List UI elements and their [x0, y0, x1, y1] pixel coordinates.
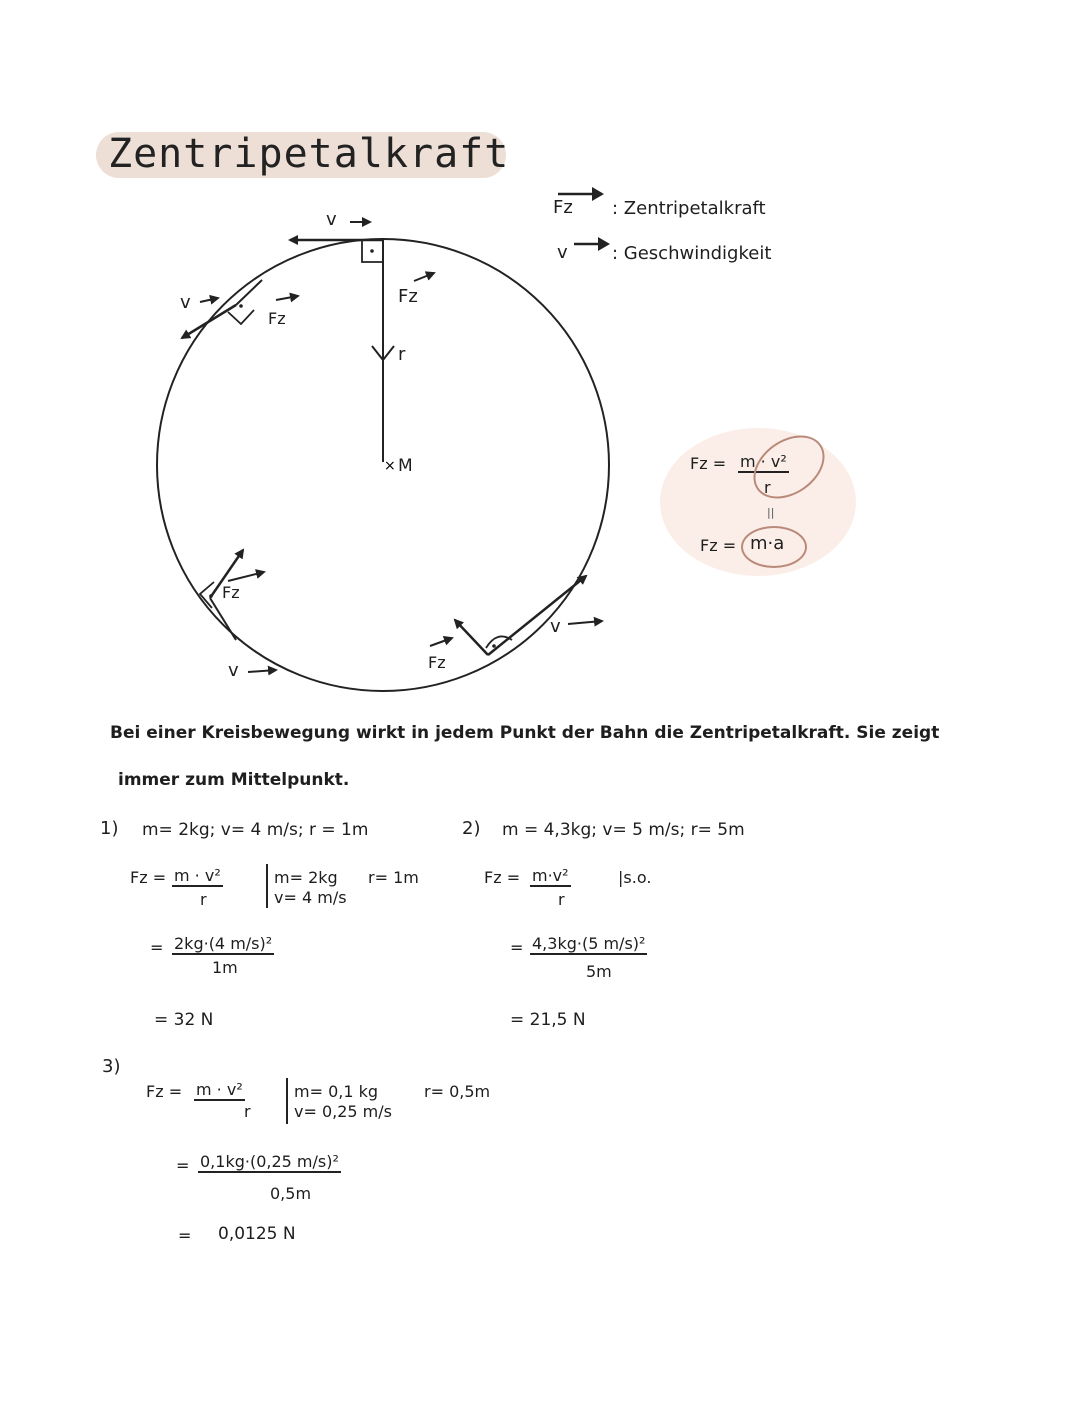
right-angle-ul-icon [228, 310, 254, 324]
ex3-divider [286, 1078, 288, 1124]
center-cross-icon: × [384, 458, 396, 474]
label-v-top: v [326, 209, 337, 230]
ex2-step-num: 4,3kg·(5 m/s)² [532, 934, 646, 953]
ex2-formula-lhs: Fz = [484, 868, 521, 887]
ex2-step-eq: = [510, 938, 524, 957]
ex1-result: = 32 N [154, 1010, 214, 1030]
ex3-sub-r: r= 0,5m [424, 1082, 491, 1101]
ex1-number: 1) [100, 818, 119, 839]
ex1-given: m= 2kg; v= 4 m/s; r = 1m [142, 820, 369, 840]
legend-fz-desc: : Zentripetalkraft [612, 198, 766, 219]
formula-numerator: m · v² [740, 452, 787, 471]
label-fz-left: Fz [222, 583, 240, 602]
formula-denominator: r [764, 478, 771, 497]
formula-lhs: Fz = [690, 454, 727, 473]
description-line-1: Bei einer Kreisbewegung wirkt in jedem Punkt der Bahn die Zentripetalkraft. Sie zeigt [110, 723, 940, 743]
label-v-left: v [228, 660, 239, 681]
ex3-formula-den: r [244, 1102, 251, 1121]
fz-bottom-vector [455, 620, 488, 655]
ex2-formula-num: m·v² [532, 866, 569, 885]
label-fz-top: Fz [398, 286, 418, 307]
ex3-formula-num: m · v² [196, 1080, 243, 1099]
ex2-given: m = 4,3kg; v= 5 m/s; r= 5m [502, 820, 745, 840]
ex1-formula-lhs: Fz = [130, 868, 167, 887]
ex3-step-eq: = [176, 1156, 190, 1175]
ex1-formula-den: r [200, 890, 207, 909]
label-v-upper-left: v [180, 292, 191, 313]
formula-equals-vertical: || [767, 506, 775, 519]
velocity-bottom-right-vector [488, 576, 586, 655]
ex1-sub-v: v= 4 m/s [274, 888, 347, 907]
legend-fz-symbol: Fz [553, 197, 573, 218]
page-title: Zentripetalkraft [108, 131, 510, 177]
ex3-sub-m: m= 0,1 kg [294, 1082, 379, 1101]
label-fz-upper-left: Fz [268, 309, 286, 328]
ex1-step-num: 2kg·(4 m/s)² [174, 934, 273, 953]
ex2-note: |s.o. [618, 868, 652, 887]
legend-v-symbol: v [557, 242, 568, 263]
ex3-formula-lhs: Fz = [146, 1082, 183, 1101]
ex3-step-num: 0,1kg·(0,25 m/s)² [200, 1152, 339, 1171]
legend-v-desc: : Geschwindigkeit [612, 243, 772, 264]
ex1-step-eq: = [150, 938, 164, 957]
label-v-right: v [550, 616, 561, 637]
ex3-step-den: 0,5m [270, 1184, 312, 1203]
ex2-result: = 21,5 N [510, 1010, 586, 1030]
ex1-sub-m: m= 2kg [274, 868, 338, 887]
formula-ma: m·a [750, 533, 785, 554]
description-line-2: immer zum Mittelpunkt. [118, 770, 350, 790]
ex2-formula-den: r [558, 890, 565, 909]
ex1-step-den: 1m [212, 958, 238, 977]
ex1-sub-r: r= 1m [368, 868, 419, 887]
ex2-number: 2) [462, 818, 481, 839]
label-fz-bottom: Fz [428, 653, 446, 672]
ex3-result: 0,0125 N [218, 1224, 296, 1244]
ex2-step-den: 5m [586, 962, 612, 981]
formula-second-lhs: Fz = [700, 536, 737, 555]
ex1-divider [266, 864, 268, 908]
ex3-sub-v: v= 0,25 m/s [294, 1102, 392, 1121]
label-m-center: M [398, 456, 413, 476]
ex3-number: 3) [102, 1056, 121, 1077]
ex1-formula-num: m · v² [174, 866, 221, 885]
label-r: r [398, 344, 406, 365]
ex3-result-eq: = [178, 1226, 192, 1245]
